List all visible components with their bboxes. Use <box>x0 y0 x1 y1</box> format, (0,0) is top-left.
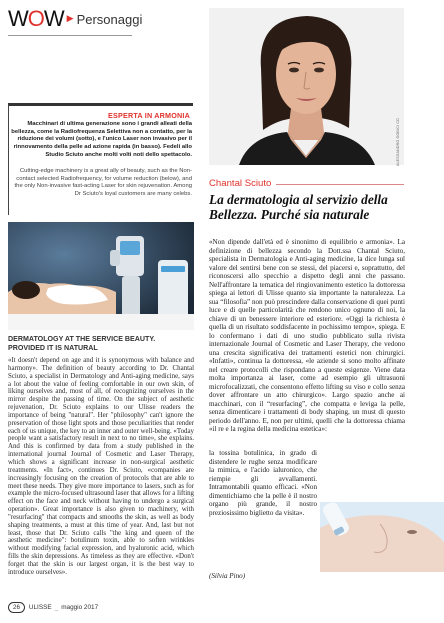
sidebar-box-italian: Macchinari di ultima generazione sono i grandi alleati della bellezza, come la Radiofrequenza Selettiva non a contatto, per la riduzione dei volumi (sotto), e l'unico Laser non invasivo per il rinnovamento della pelle ad azione rapida (in basso). Fedeli allo Studio Sciuto anche molti volti noti dello spettacolo. <box>11 121 192 158</box>
header-divider <box>8 35 132 36</box>
article-body-italian-continued: la tossina botulinica, in grado di distendere le rughe senza modificare la mimica, e l'acido ialuronico, che riempie gli avvallamenti. Intramontabili quanto efficaci. «Non dimentichiamo che la pelle è il nostro organo più grande, il nostro preziosissimo biglietto da visita». <box>209 449 317 517</box>
english-body: «It doesn't depend on age and it is synonymous with balance and harmony». The definition of beauty according to Dr. Chantal Sciuto, a specialist in Dermatology and Anti-aging medicine, says a lot about the value of feeling comfortable in our own skin, of liking ourselves and, most of all, of recognizing ourselves in the mirror despite the passing of time. On the subject of aesthetic rejuvenation, Dr. Sciuto explains to our Ulisse readers the importance of being "natural". Her "philosophy" can't ignore the preservation of those light spots and those peculiarities that render each of us unique, the key to an inner and outer well-being. «Today people want a satisfactory result in next to no time», she explains. And this is confirmed by data from a study published in the international journal Journal of Cosmetic and Laser Therapy, which shows a significant increase in non-surgical aesthetic treatments. «In fact», continues Dr. Sciuto, «companies are increasingly focusing on the creation of protocols that are able to meet these needs. They give more importance to lasers, such as for example the micro-focused ultrasound laser that allows for a lifting effect on the face and neck without having to undergo a surgical operation». Great importance is also given to machinery, with "resurfacing" that compacts and smooths the skin, as well as body shaping treatments, a must at this time of year. And, last but not least, those that Dr. Sciuto calls "the king and queen of the aesthetic medicine": botulinum toxin, able to soften wrinkles without modifying facial expression, and hyaluronic acid, which fills the skin depressions. As timeless as they are effective. «Don't forget that the skin is our largest organ, it is the best way to introduce ourselves». <box>8 357 194 576</box>
kicker-divider <box>276 184 404 185</box>
issue-date: maggio 2017 <box>61 604 99 611</box>
article-kicker: Chantal Sciuto <box>209 178 272 189</box>
photo-credit: ALESSANDRO DOBICI CD <box>396 118 400 167</box>
sidebar-box-english: Cutting-edge machinery is a great ally of beauty, such as the Non-contact selected Radiofrequency, for volume reduction (below), and the only Non-invasive fast-acting Laser for skin rejuvenation. Among Dr Sciuto's loyal customers are many celebs. <box>14 168 192 198</box>
article-signature: (Silvia Pino) <box>209 572 246 580</box>
arrow-right-icon: ▶ <box>66 14 74 24</box>
magazine-name: ULISSE <box>28 604 52 611</box>
article-body-italian: «Non dipende dall'età ed è sinonimo di equilibrio e armonia». La definizione di bellezza secondo la Dott.ssa Chantal Sciuto, specialista in Dermatologia e Anti-aging medicine, la dice lunga sul valore del sentirsi bene con se stessi, del piacersi e, soprattutto, del riconoscersi allo specchio a dispetto degli anni che passano. Nell'affrontare la tematica del ringiovanimento estetico la dottoressa spiega ai lettori di Ulisse quanto sia importante la naturalezza. La sua “filosofia” non può prescindere dalla conservazione di quei punti luce e di quelle particolarità che rendono unico ognuno di noi, la chiave di un benessere interiore ed esteriore. «Oggi la richiesta è quella di un risultato soddisfacente in pochissimo tempo», spiega. E lo confermano i dati di uno studio pubblicato sulla rivista internazionale Journal of Cosmetic and Laser Therapy, che vedono una crescita significativa dei trattamenti estetici non chirurgici. «Infatti», continua la dottoressa, «le aziende si sono molto affinate nel creare protocolli che rispondano a queste esigenze. Viene data molta importanza ai laser, come ad esempio gli ultrasuoni microfocalizzati, che consentono effetto lifting su viso e collo senza dover affrontare un atto chirurgico». Largo spazio anche ai macchinari, con il “resurfacing”, che compatta e leviga la pelle, senza dimenticare i trattamenti di body shaping, un must di questo periodo dell'anno. E, non per ultimi, quelli che la dottoressa chiama «il re e la regina della medicina estetica»: <box>209 238 405 433</box>
article-title: La dermatologia al servizio della Bellezza. Purché sia naturale <box>209 192 388 222</box>
english-headline: DERMATOLOGY AT THE SERVICE BEAUTY. PROVIDED IT IS NATURAL <box>8 335 156 352</box>
sidebar-box-heading: ESPERTA IN ARMONIA <box>108 111 190 120</box>
footer-separator: _ <box>54 604 59 611</box>
photo-treatment-machine <box>8 222 194 330</box>
section-header <box>8 6 142 32</box>
page-number: 26 <box>8 602 25 613</box>
magazine-logo: WOW <box>8 6 64 31</box>
photo-laser-treatment <box>320 502 444 572</box>
section-label: Personaggi <box>76 11 143 27</box>
page-footer <box>8 602 98 613</box>
photo-portrait <box>209 8 404 165</box>
